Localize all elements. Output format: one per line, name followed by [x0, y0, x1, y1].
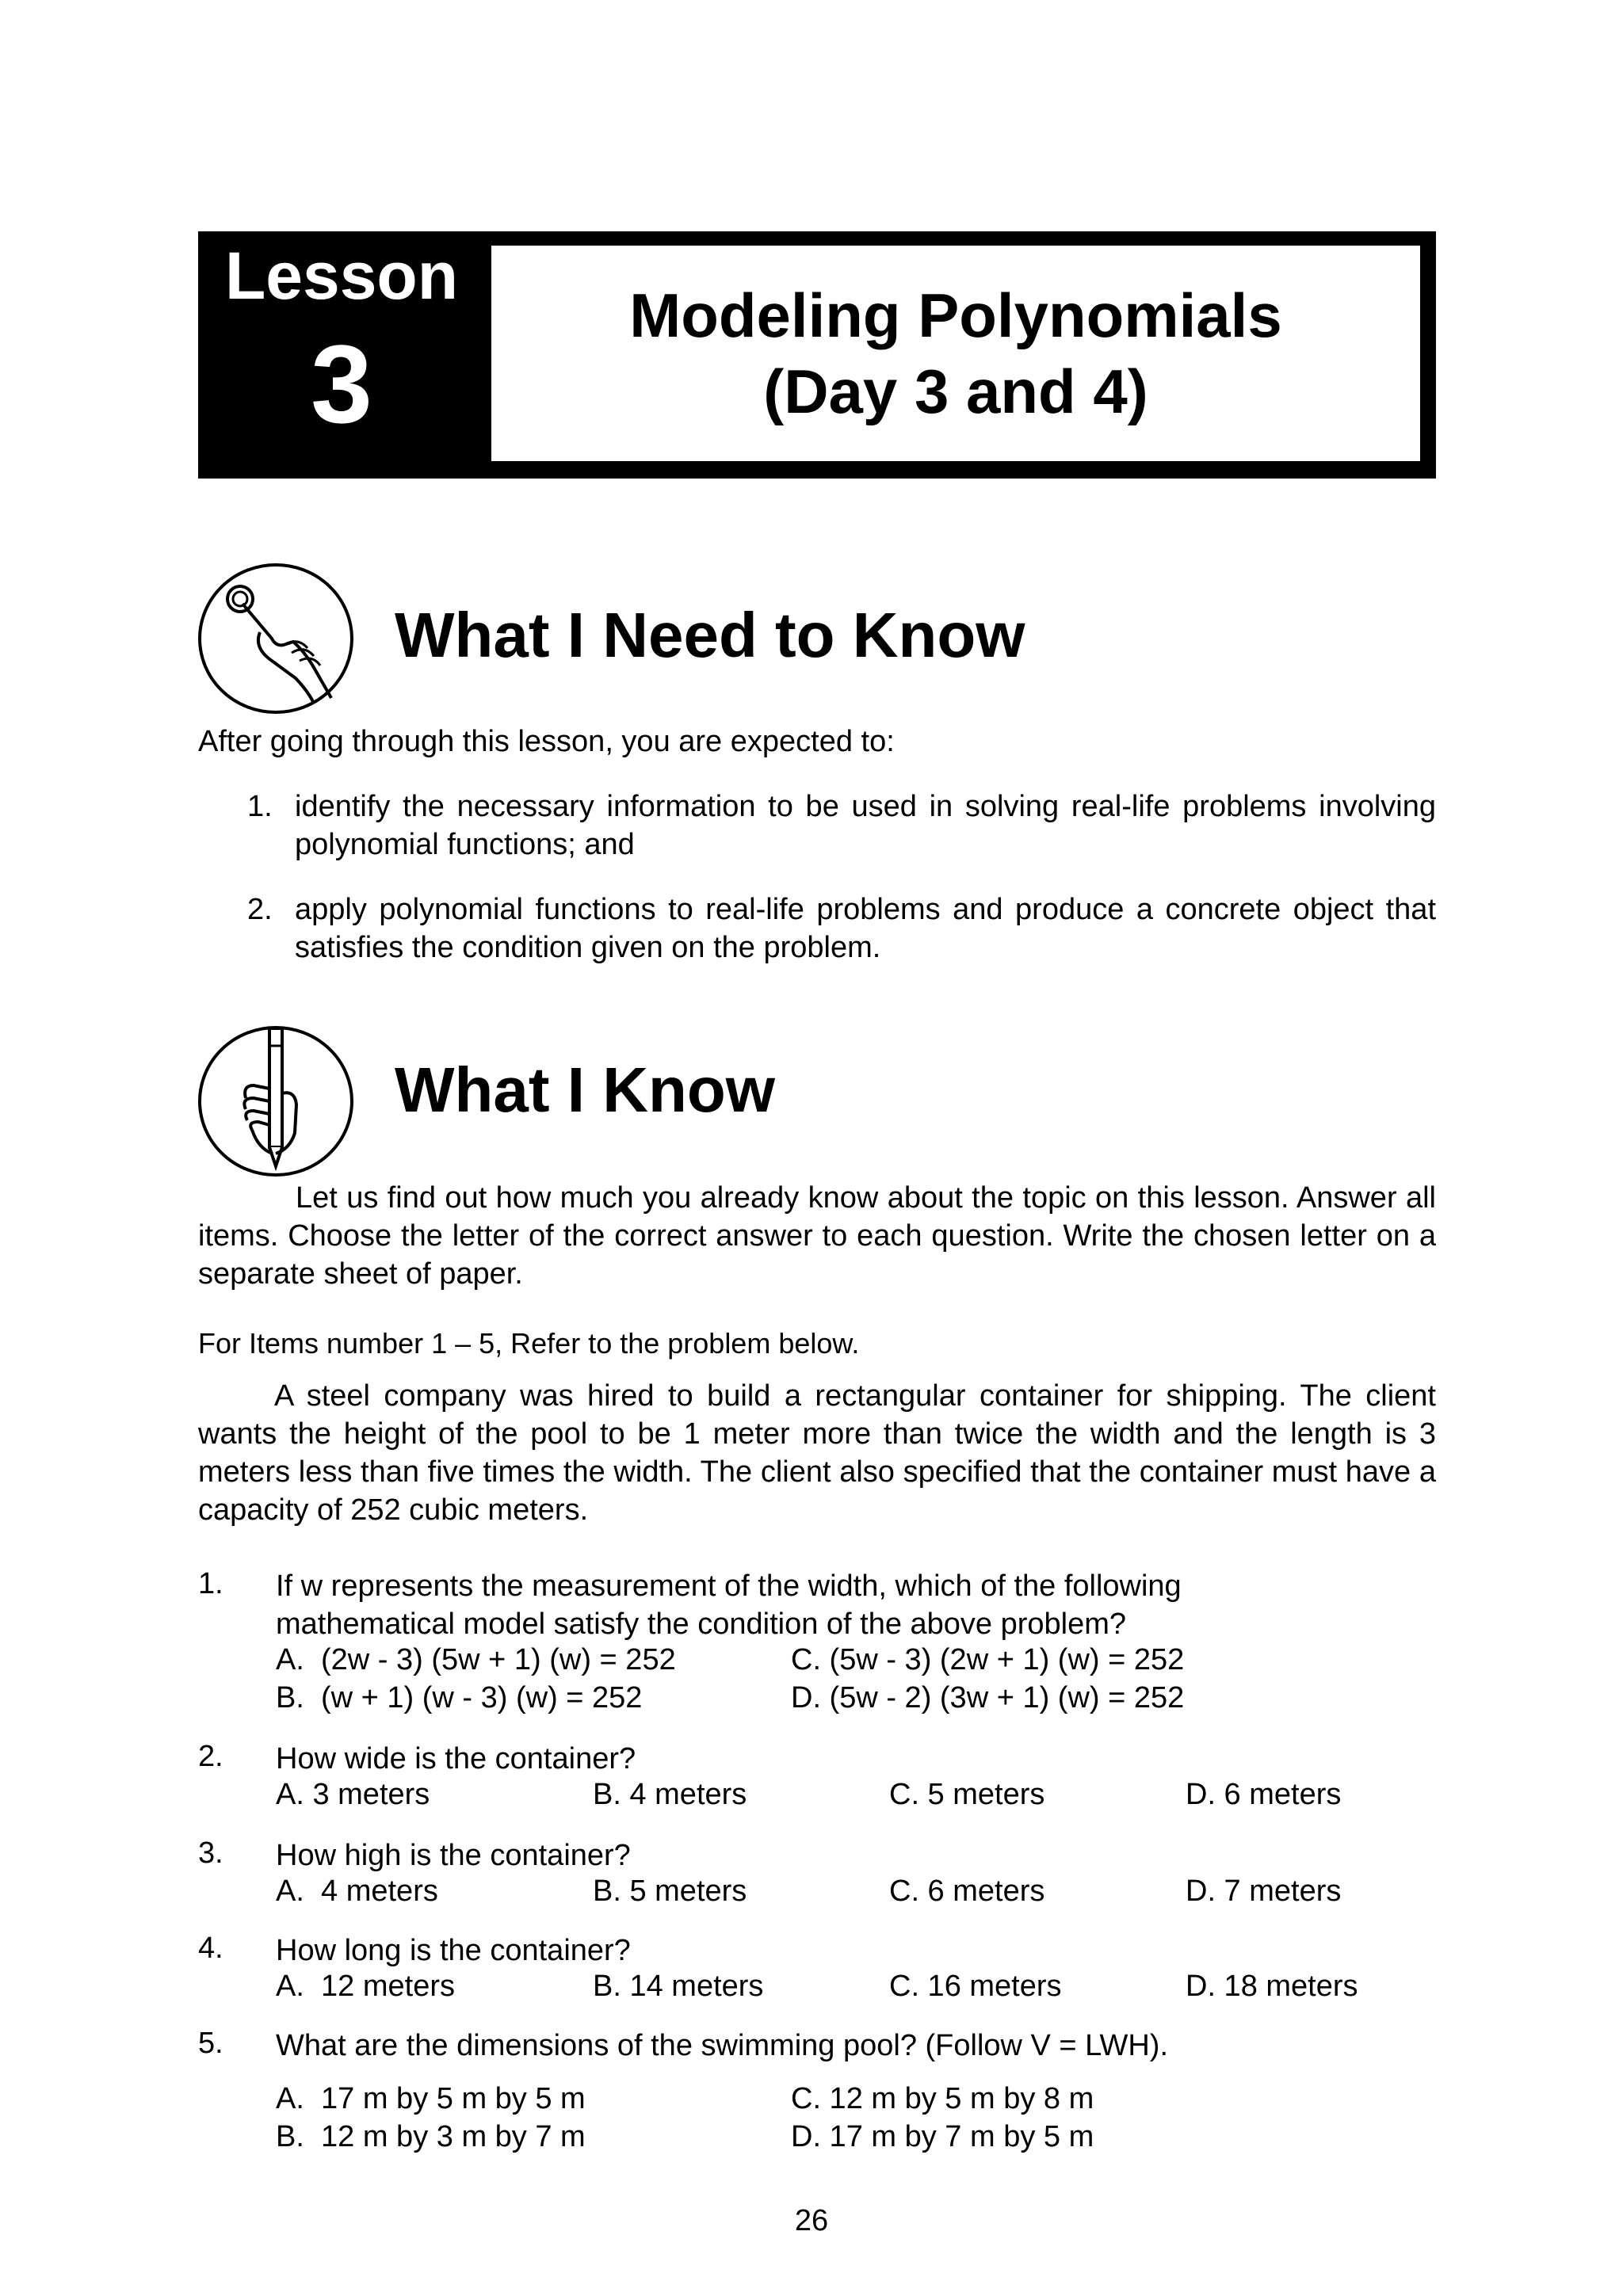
lesson-label: Lesson — [224, 238, 459, 313]
option-b: B. 14 meters — [593, 1970, 764, 2003]
what-i-know-heading: What I Know — [395, 1055, 775, 1125]
items-note: For Items number 1 – 5, Refer to the problem below. — [198, 1327, 860, 1360]
lesson-title-line2: (Day 3 and 4) — [763, 357, 1148, 426]
option-a: A. (2w - 3) (5w + 1) (w) = 252 — [276, 1643, 676, 1676]
option-c: C. (5w - 3) (2w + 1) (w) = 252 — [791, 1643, 1185, 1676]
question-text: How wide is the container? — [276, 1742, 636, 1775]
option-a: A. 4 meters — [276, 1875, 438, 1908]
instructions-text: Let us find out how much you already know about the topic on this lesson. Answer all items. Choose the letter of the correct answer to each question. Write the chosen letter on a separate sheet of paper. — [198, 1181, 1436, 1291]
question-number: 2. — [198, 1740, 223, 1773]
option-c: C. 12 m by 5 m by 8 m — [791, 2082, 1094, 2115]
question-number: 5. — [198, 2027, 223, 2060]
question-number: 3. — [198, 1836, 223, 1870]
option-a: A. 3 meters — [276, 1778, 430, 1811]
hand-pointing-button-icon — [197, 559, 355, 718]
question-text: How high is the container? — [276, 1839, 631, 1872]
lesson-number: 3 — [311, 322, 372, 446]
lesson-number-box — [198, 231, 485, 479]
objective-text: apply polynomial functions to real-life problems and produce a concrete object that satisfies the condition given on the problem. — [295, 893, 1436, 964]
option-a: A. 17 m by 5 m by 5 m — [276, 2082, 586, 2115]
option-d: D. 7 meters — [1186, 1875, 1342, 1908]
option-a: A. 12 meters — [276, 1970, 455, 2003]
question-number: 1. — [198, 1567, 223, 1600]
option-c: C. 5 meters — [889, 1778, 1045, 1811]
option-b: B. 4 meters — [593, 1778, 747, 1811]
objective-text: identify the necessary information to be used in solving real-life problems involving polynomial functions; and — [295, 790, 1436, 861]
option-b: B. 5 meters — [593, 1875, 747, 1908]
question-text: If w represents the measurement of the width, which of the following mathematical model satisfy the condition of the above problem? — [276, 1569, 1182, 1641]
option-d: D. 17 m by 7 m by 5 m — [791, 2120, 1094, 2153]
option-d: D. 6 meters — [1186, 1778, 1342, 1811]
objective-number: 2. — [247, 893, 273, 926]
question-text: What are the dimensions of the swimming pool? (Follow V = LWH). — [276, 2029, 1169, 2062]
option-b: B. 12 m by 3 m by 7 m — [276, 2120, 586, 2153]
option-d: D. 18 meters — [1186, 1970, 1358, 2003]
hand-holding-pencil-icon — [197, 1022, 355, 1180]
lesson-title-line1: Modeling Polynomials — [629, 280, 1282, 350]
objective-number: 1. — [247, 790, 273, 823]
option-d: D. (5w - 2) (3w + 1) (w) = 252 — [791, 1681, 1185, 1714]
lesson-banner — [198, 231, 1436, 479]
intro-text: After going through this lesson, you are expected to: — [198, 725, 895, 758]
need-to-know-heading: What I Need to Know — [395, 600, 1025, 670]
question-number: 4. — [198, 1932, 223, 1965]
problem-text: A steel company was hired to build a rectangular container for shipping. The client wants the height of the pool to be 1 meter more than twice the width and the length is 3 meters less than five times the width. The client also specified that the container must have a capacity of 252 cubic meters. — [198, 1379, 1436, 1527]
lesson-title-box — [491, 246, 1420, 461]
option-b: B. (w + 1) (w - 3) (w) = 252 — [276, 1681, 643, 1714]
page-number: 26 — [794, 2204, 829, 2237]
option-c: C. 6 meters — [889, 1875, 1045, 1908]
option-c: C. 16 meters — [889, 1970, 1062, 2003]
question-text: How long is the container? — [276, 1934, 631, 1967]
